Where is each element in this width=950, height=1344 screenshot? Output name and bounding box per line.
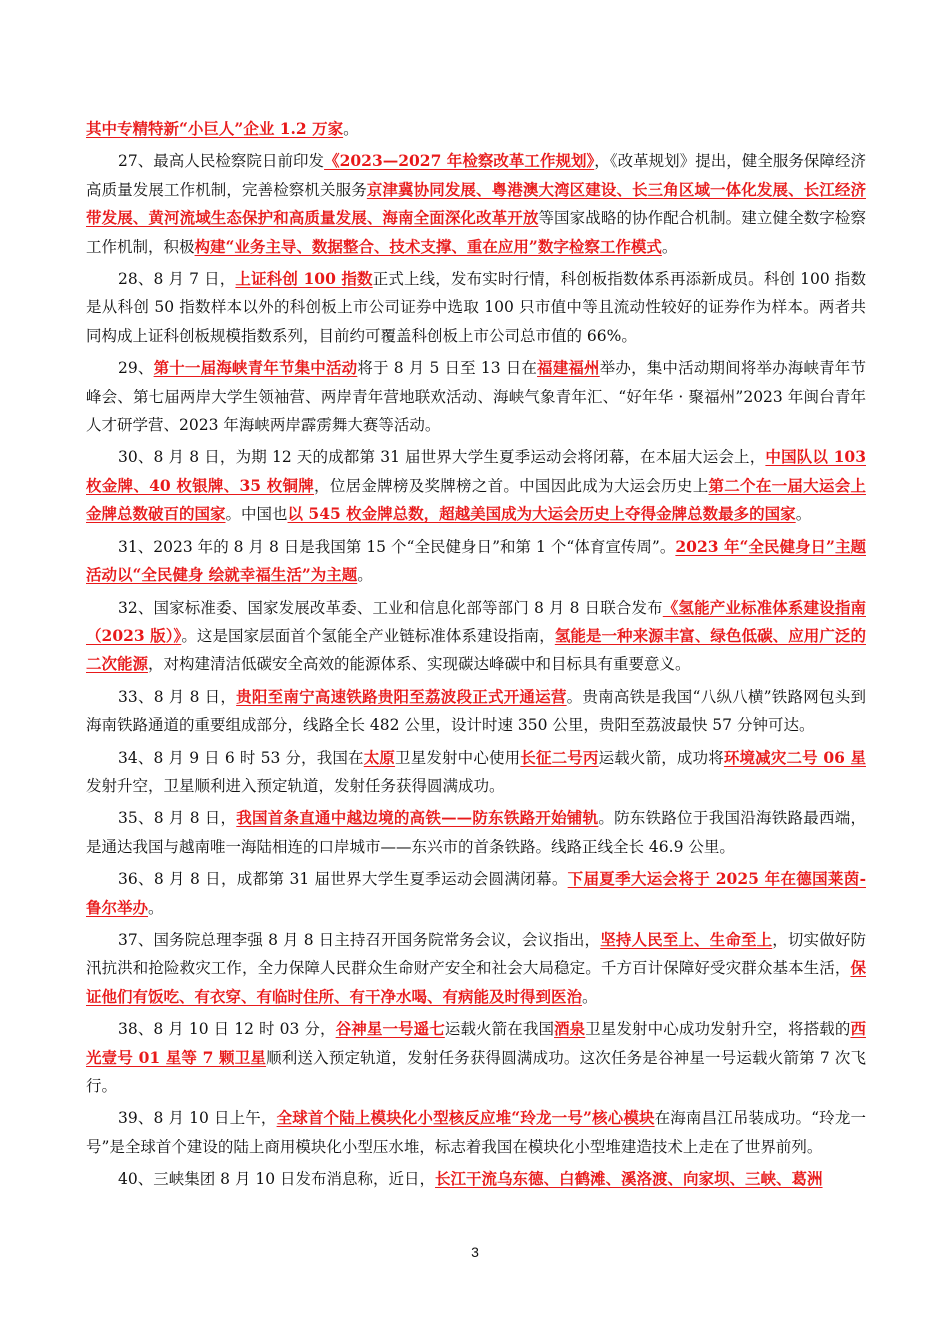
body-text: 37、国务院总理李强 8 月 8 日主持召开国务院常务会议，会议指出，	[118, 930, 601, 949]
news-paragraph	[86, 533, 866, 590]
body-text: 。	[357, 566, 373, 585]
highlighted-key-point: 中国队以 103 枚金牌、40 枚银牌、35 枚铜牌	[86, 447, 866, 495]
body-text: 36、8 月 8 日，成都第 31 届世界大学生夏季运动会圆满闭幕。	[118, 870, 568, 889]
highlighted-key-point: 《2023—2027 年检察改革工作规划》	[324, 151, 595, 171]
body-text: 。	[661, 237, 678, 256]
body-text: 。	[343, 120, 359, 138]
highlighted-key-point: 《氢能产业标准体系建设指南（2023 版）》	[86, 597, 866, 645]
news-paragraph	[86, 744, 866, 801]
body-text: 将于 8 月 5 日至 13 日在	[357, 359, 538, 378]
body-text: ，《改革规划》提出，健全服务保障经济高质量发展工作机制，完善检察机关服务	[86, 152, 866, 199]
body-text: 。贵南高铁是我国“八纵八横”铁路网包头到海南铁路通道的重要组成部分，线路全长 482 公里，设计时速 350 公里，贵阳至荔波最快 57 分钟可达。	[86, 687, 866, 735]
highlighted-key-point: 以 545 枚金牌总数，超越美国成为大运会历史上夺得金牌总数最多的国家	[287, 504, 796, 524]
body-text: 发射升空，卫星顺利进入预定轨道，发射任务获得圆满成功。	[86, 776, 505, 795]
body-text: 顺利送入预定轨道，发射任务获得圆满成功。这次任务是谷神星一号运载火箭第 7 次飞行。	[86, 1048, 866, 1095]
body-text: ，对构建清洁低碳安全高效的能源体系、实现碳达峰碳中和目标具有重要意义。	[148, 655, 691, 674]
body-text: 。	[148, 898, 164, 917]
news-paragraph	[86, 804, 866, 861]
document-body	[86, 115, 866, 1198]
body-text: 。这是国家层面首个氢能全产业链标准体系建设指南，	[181, 626, 555, 645]
highlighted-key-point: 谷神星一号遥七	[335, 1019, 445, 1039]
highlighted-key-point: 保证他们有饭吃、有衣穿、有临时住所、有干净水喝、有病能及时得到医治	[86, 958, 866, 1006]
body-text: 29、	[118, 359, 154, 378]
body-text: 。防东铁路位于我国沿海铁路最西端，是通达我国与越南唯一海陆相连的口岸城市——东兴市的首条铁路。线路正线全长 46.9 公里。	[86, 809, 866, 856]
body-text: 。中国也	[225, 505, 288, 524]
highlighted-key-point: 京津冀协同发展、粤港澳大湾区建设、长三角区域一体化发展、长江经济带发展、黄河流域生态保护和高质量发展、海南全面深化改革开放	[86, 179, 866, 228]
body-text: 在海南昌江吊装成功。“玲龙一号”是全球首个建设的陆上商用模块化小型压水堆，标志着我国在模块化小型堆建造技术上走在了世界前列。	[86, 1109, 866, 1156]
body-text: 30、8 月 8 日，为期 12 天的成都第 31 届世界大学生夏季运动会将闭幕，在本届大运会上，	[118, 448, 766, 467]
body-text: 38、8 月 10 日 12 时 03 分，	[118, 1020, 336, 1039]
news-paragraph	[86, 354, 866, 439]
highlighted-key-point: 我国首条直通中越边境的高铁——防东铁路开始铺轨	[236, 808, 599, 828]
highlighted-key-point: 第十一届海峡青年节集中活动	[153, 358, 358, 378]
highlighted-key-point: 构建“业务主导、数据整合、技术支撑、重在应用”数字检察工作模式	[194, 236, 662, 256]
page-number: 3	[471, 1244, 479, 1260]
highlighted-key-point: 太原	[363, 747, 396, 767]
highlighted-key-point: 酒泉	[554, 1019, 586, 1039]
news-paragraph	[86, 865, 866, 922]
news-paragraph	[86, 683, 866, 740]
body-text: 举办，集中活动期间将举办海峡青年节峰会、第七届两岸大学生领袖营、两岸青年营地联欢活动、海峡气象青年汇、“好年华 · 聚福州”2023 年闽台青年人才研学营、2023 年海峡两岸霹雳舞大赛等活动。	[86, 359, 866, 435]
body-text: 34、8 月 9 日 6 时 53 分，我国在	[118, 748, 364, 767]
highlighted-key-point: 环境减灾二号 06 星	[723, 747, 866, 767]
highlighted-key-point: 长江干流乌东德、白鹤滩、溪洛渡、向家坝、三峡、葛洲	[435, 1169, 823, 1189]
highlighted-key-point: 第二个在一届大运会上金牌总数破百的国家	[86, 475, 866, 524]
body-text: 运载火箭在我国	[444, 1020, 555, 1039]
body-text: 卫星发射中心成功发射升空，将搭载的	[585, 1020, 851, 1039]
body-text: 39、8 月 10 日上午，	[118, 1109, 277, 1128]
news-paragraph	[86, 594, 866, 679]
body-text: 运载火箭，成功将	[598, 748, 724, 767]
body-text: 28、8 月 7 日，	[118, 270, 236, 289]
highlighted-key-point: 上证科创 100 指数	[235, 269, 373, 289]
highlighted-key-point: 全球首个陆上模块化小型核反应堆“玲龙一号”核心模块	[276, 1108, 655, 1128]
news-paragraph	[86, 926, 866, 1011]
body-text: 33、8 月 8 日，	[118, 687, 237, 706]
news-paragraph	[86, 1104, 866, 1161]
highlighted-key-point: 贵阳至南宁高速铁路贵阳至荔波段正式开通运营	[236, 686, 567, 706]
highlighted-key-point: 下届夏季大运会将于 2025 年在德国莱茵-鲁尔举办	[86, 869, 866, 917]
highlighted-key-point: 其中专精特新“小巨人”企业 1.2 万家	[86, 119, 344, 138]
body-text: 32、国家标准委、国家发展改革委、工业和信息化部等部门 8 月 8 日联合发布	[118, 598, 663, 617]
news-paragraph	[86, 115, 866, 143]
highlighted-key-point: 福建福州	[537, 358, 600, 378]
body-text: 。	[795, 505, 812, 524]
highlighted-key-point: 坚持人民至上、生命至上	[600, 929, 773, 949]
news-paragraph	[86, 443, 866, 528]
body-text: 31、2023 年的 8 月 8 日是我国第 15 个“全民健身日”和第 1 个“体育宣传周”。	[118, 537, 676, 556]
body-text: 等国家战略的协作配合机制。建立健全数字检察工作机制，积极	[86, 209, 866, 256]
news-paragraph	[86, 1165, 866, 1193]
body-text: 27、最高人民检察院日前印发	[118, 152, 325, 171]
highlighted-key-point: 氢能是一种来源丰富、绿色低碳、应用广泛的二次能源	[86, 625, 866, 674]
news-paragraph	[86, 1015, 866, 1100]
news-paragraph	[86, 147, 866, 261]
body-text: ，位居金牌榜及奖牌榜之首。中国因此成为大运会历史上	[314, 476, 709, 495]
highlighted-key-point: 长征二号丙	[520, 747, 599, 767]
highlighted-key-point: 西光壹号 01 星等 7 颗卫星	[86, 1019, 866, 1067]
body-text: 40、三峡集团 8 月 10 日发布消息称，近日，	[118, 1170, 436, 1189]
body-text: 正式上线，发布实时行情，科创板指数体系再添新成员。科创 100 指数是从科创 50 指数样本以外的科创板上市公司证券中选取 100 只市值中等且流动性较好的证券作为样本。两者共同构成上证科创板规模指数系列，目前约可覆盖科创板上市公司总市值的 66%。	[86, 270, 866, 345]
body-text: 卫星发射中心使用	[395, 748, 521, 767]
body-text: 。	[582, 987, 598, 1006]
news-paragraph	[86, 265, 866, 350]
highlighted-key-point: 2023 年“全民健身日”主题活动以“全民健身 绘就幸福生活”为主题	[86, 536, 866, 585]
body-text: ，切实做好防汛抗洪和抢险救灾工作，全力保障人民群众生命财产安全和社会大局稳定。千方百计保障好受灾群众基本生活，	[86, 930, 866, 978]
body-text: 35、8 月 8 日，	[118, 809, 237, 828]
